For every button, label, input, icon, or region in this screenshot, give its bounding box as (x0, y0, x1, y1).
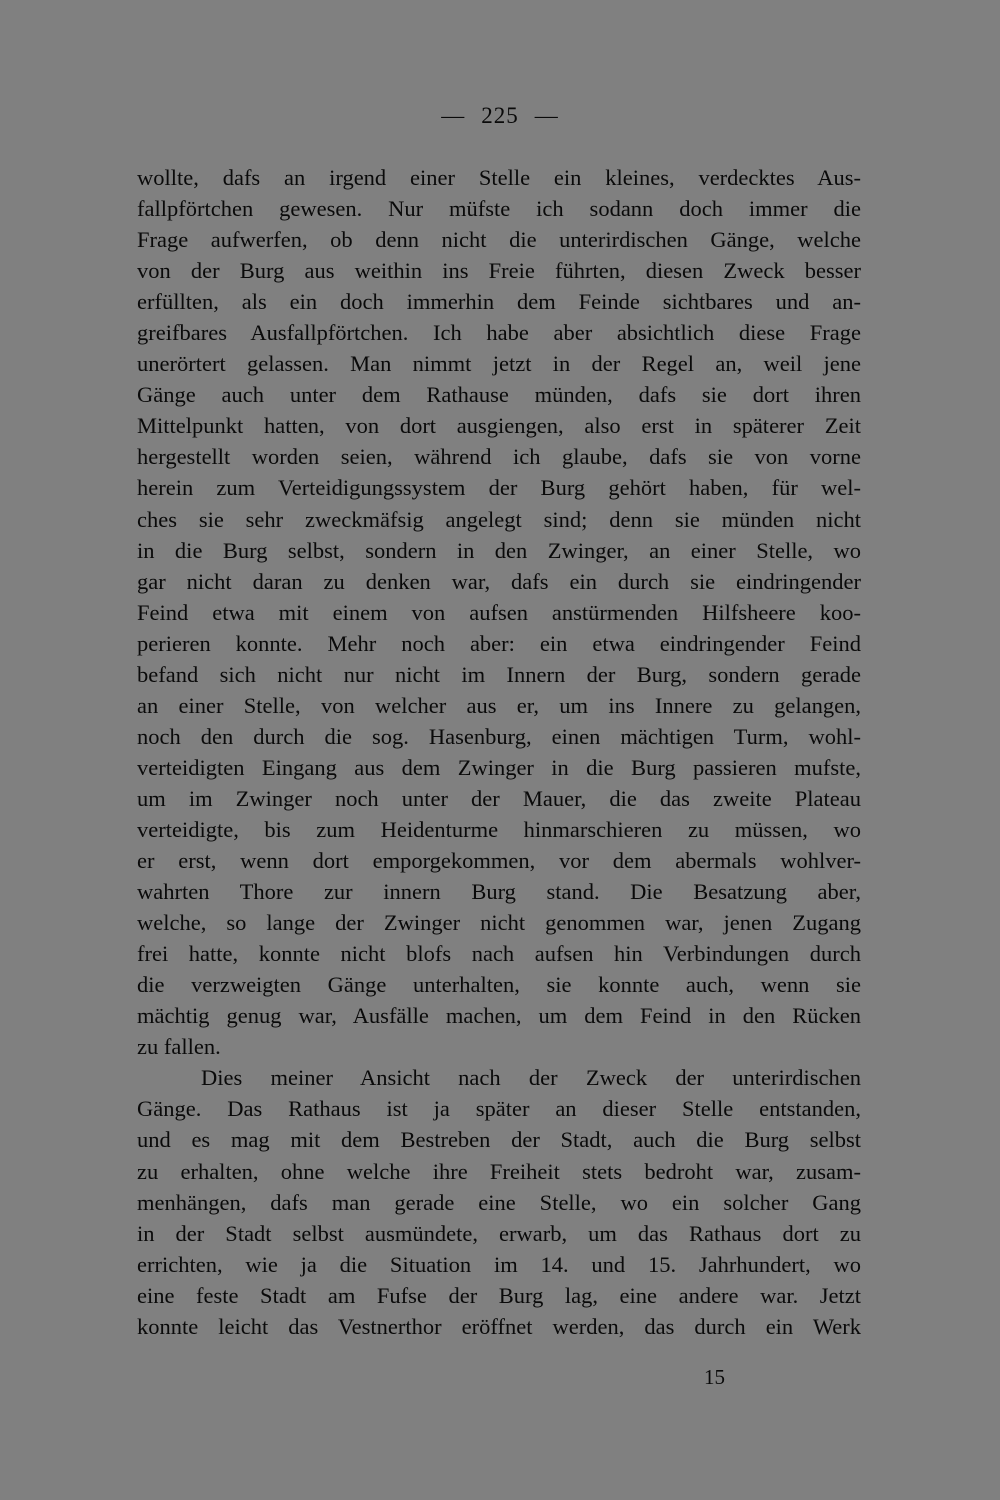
text-line: Dies meiner Ansicht nach der Zweck der unterirdischen (201, 1065, 861, 1091)
page-header (0, 103, 1000, 129)
text-line: Gänge. Das Rathaus ist ja später an dieser Stelle entstanden, (137, 1096, 861, 1122)
paragraph (137, 162, 861, 1062)
page-number: 225 (481, 103, 519, 128)
text-line: Feind etwa mit einem von aufsen anstürmenden Hilfsheere koo- (137, 599, 861, 625)
text-line: von der Burg aus weithin ins Freie führten, diesen Zweck besser (137, 258, 861, 284)
text-line: und es mag mit dem Bestreben der Stadt, auch die Burg selbst (137, 1127, 861, 1153)
text-line: die verzweigten Gänge unterhalten, sie konnte auch, wenn sie (137, 972, 861, 998)
text-line: Mittelpunkt hatten, von dort ausgiengen, also erst in späterer Zeit (137, 413, 861, 439)
text-line: eine feste Stadt am Fufse der Burg lag, eine andere war. Jetzt (137, 1282, 861, 1308)
text-line: noch den durch die sog. Hasenburg, einen mächtigen Turm, wohl- (137, 723, 861, 749)
text-line: fallpförtchen gewesen. Nur müfste ich sodann doch immer die (137, 196, 861, 222)
text-line: konnte leicht das Vestnerthor eröffnet werden, das durch ein Werk (137, 1313, 861, 1339)
paragraph (137, 1062, 861, 1341)
text-line: Gänge auch unter dem Rathause münden, dafs sie dort ihren (137, 382, 861, 408)
text-line: perieren konnte. Mehr noch aber: ein etwa eindringender Feind (137, 630, 861, 656)
text-line: greifbares Ausfallpförtchen. Ich habe aber absichtlich diese Frage (137, 320, 861, 346)
text-line: zu erhalten, ohne welche ihre Freiheit stets bedroht war, zusam- (137, 1158, 861, 1184)
text-line: erfüllten, als ein doch immerhin dem Feinde sichtbares und an- (137, 289, 861, 315)
text-line: menhängen, dafs man gerade eine Stelle, wo ein solcher Gang (137, 1189, 861, 1215)
text-line: in die Burg selbst, sondern in den Zwinger, an einer Stelle, wo (137, 537, 861, 563)
body-text (137, 162, 861, 1342)
text-line: er erst, wenn dort emporgekommen, vor dem abermals wohlver- (137, 848, 861, 874)
signature-mark: 15 (704, 1365, 725, 1389)
text-line: unerörtert gelassen. Man nimmt jetzt in der Regel an, weil jene (137, 351, 861, 377)
text-line: mächtig genug war, Ausfälle machen, um dem Feind in den Rücken (137, 1003, 861, 1029)
header-left-dash: — (441, 103, 466, 128)
text-line: errichten, wie ja die Situation im 14. und 15. Jahrhundert, wo (137, 1251, 861, 1277)
text-line: verteidigte, bis zum Heidenturme hinmarschieren zu müssen, wo (137, 816, 861, 842)
text-line: wahrten Thore zur innern Burg stand. Die Besatzung aber, (137, 879, 861, 905)
header-right-dash: — (534, 103, 559, 128)
text-line: welche, so lange der Zwinger nicht genommen war, jenen Zugang (137, 910, 861, 936)
text-line: in der Stadt selbst ausmündete, erwarb, um das Rathaus dort zu (137, 1220, 861, 1246)
text-line: hergestellt worden seien, während ich glaube, dafs sie von vorne (137, 444, 861, 470)
text-line: ches sie sehr zweckmäfsig angelegt sind; denn sie münden nicht (137, 506, 861, 532)
text-line: um im Zwinger noch unter der Mauer, die das zweite Plateau (137, 785, 861, 811)
text-line: an einer Stelle, von welcher aus er, um ins Innere zu gelangen, (137, 692, 861, 718)
text-line: gar nicht daran zu denken war, dafs ein durch sie eindringender (137, 568, 861, 594)
text-line: Frage aufwerfen, ob denn nicht die unterirdischen Gänge, welche (137, 227, 861, 253)
text-line: verteidigten Eingang aus dem Zwinger in die Burg passieren mufste, (137, 754, 861, 780)
text-line: wollte, dafs an irgend einer Stelle ein kleines, verdecktes Aus- (137, 165, 861, 190)
text-line: herein zum Verteidigungssystem der Burg gehört haben, für wel- (137, 475, 861, 501)
text-line: zu fallen. (137, 1034, 221, 1060)
text-line: frei hatte, konnte nicht blofs nach aufsen hin Verbindungen durch (137, 941, 861, 967)
text-line: befand sich nicht nur nicht im Innern der Burg, sondern gerade (137, 661, 861, 687)
